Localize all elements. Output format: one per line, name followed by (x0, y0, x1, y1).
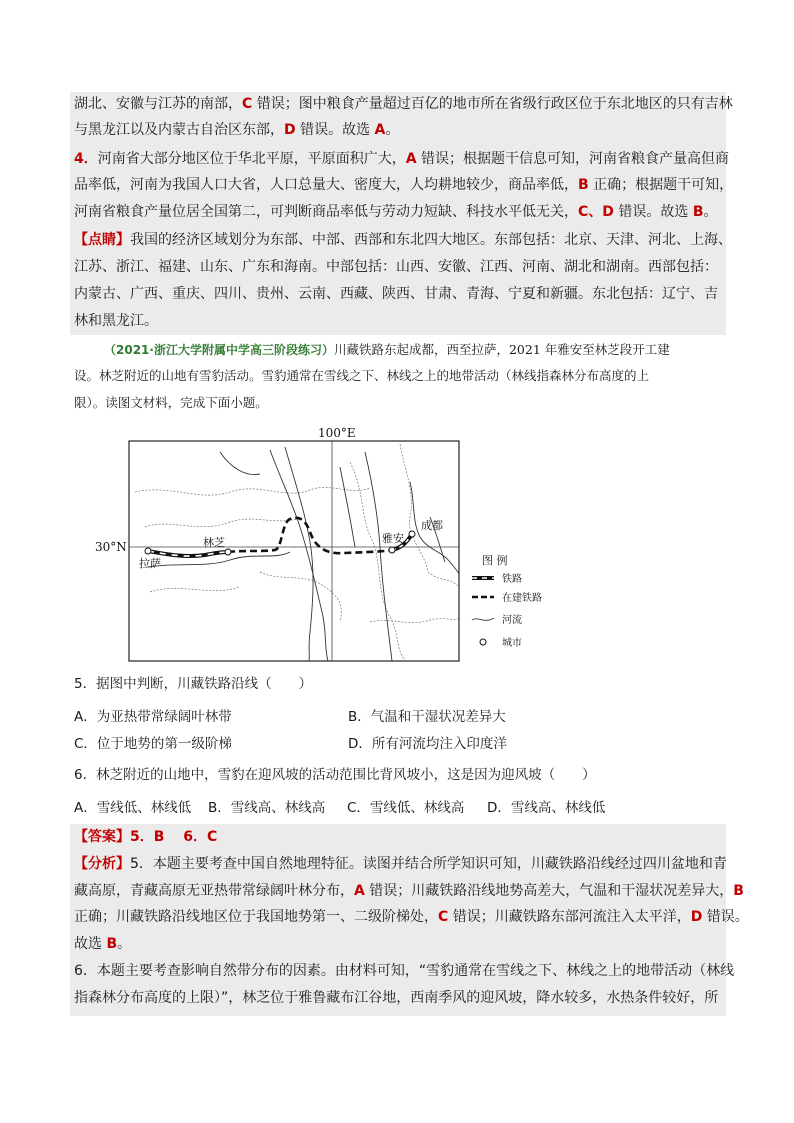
legend-under-construction: 在建铁路 (502, 593, 542, 604)
analysis-line-1: 【分析】5．本题主要考查中国自然地理特征。读图并结合所学知识可知，川藏铁路沿线经过四川盆地和青 (74, 856, 727, 872)
q4-line-2: 品率低，河南为我国人口大省，人口总量大、密度大，人均耕地较少，商品率低，B 正确；根据题干可知， (74, 177, 734, 193)
q4-line-3: 河南省粮食产量位居全国第二，可判断商品率低与劳动力短缺、科技水平低无关，C、D 错误。故选 B。 (74, 204, 718, 220)
q6-option-c[interactable]: C．雪线低、林线高 (347, 800, 465, 816)
material-line-3: 限）。读图文材料，完成下面小题。 (74, 395, 268, 410)
prev-line-1: 湖北、安徽与江苏的南部，C 错误；图中粮食产量超过百亿的地市所在省级行政区位于东北地区的只有吉林 (74, 96, 733, 112)
city-lasa (145, 548, 151, 554)
prev-line-2: 与黑龙江以及内蒙古自治区东部，D 错误。故选 A。 (74, 122, 400, 138)
material-line-2: 设。林芝附近的山地有雪豹活动。雪豹通常在雪线之下、林线之上的地带活动（林线指森林分布高度的上 (74, 368, 650, 383)
sichuan-tibet-railway-map (95, 422, 560, 668)
q5-option-a[interactable]: A．为亚热带常绿阔叶林带 (74, 709, 232, 725)
label-linzhi: 林芝 (203, 536, 225, 549)
q6-stem: 6．林芝附近的山地中，雪豹在迎风坡的活动范围比背风坡小，这是因为迎风坡（ ） (74, 767, 596, 783)
label-yaan: 雅安 (382, 532, 404, 545)
q5-option-d[interactable]: D．所有河流均注入印度洋 (348, 736, 507, 752)
q4-line-1: 4．河南省大部分地区位于华北平原，平原面积广大，A 错误；根据题干信息可知，河南省粮食产量高但商 (74, 151, 730, 167)
q5-stem: 5．据图中判断，川藏铁路沿线（ ） (74, 676, 313, 692)
label-100e: 100°E (318, 426, 356, 440)
map-frame (129, 441, 459, 661)
city-chengdu (409, 531, 415, 537)
dianjing-line-3: 内蒙古、广西、重庆、四川、贵州、云南、西藏、陕西、甘肃、青海、宁夏和新疆。东北包括：辽宁、吉 (74, 286, 718, 302)
analysis-q6-line-2: 指森林分布高度的上限）”，林芝位于雅鲁藏布江谷地，西南季风的迎风坡，降水较多，水热条件较好，所 (74, 990, 719, 1006)
legend-city: 城市 (502, 638, 522, 649)
dianjing-line-1: 【点睛】我国的经济区域划分为东部、中部、西部和东北四大地区。东部包括：北京、天津、河北、上海、 (74, 232, 732, 248)
legend-title: 图 例 (482, 554, 508, 567)
material-line-1: （2021·浙江大学附属中学高三阶段练习）川藏铁路东起成都，西至拉萨，2021 年雅安至林芝段开工建 (104, 342, 670, 357)
city-yaan (389, 547, 395, 553)
label-lasa: 拉萨 (139, 557, 161, 570)
analysis-line-4: 故选 B。 (74, 936, 132, 952)
dianjing-line-4: 林和黑龙江。 (74, 313, 158, 329)
map-legend (472, 553, 542, 649)
q5-option-c[interactable]: C．位于地势的第一级阶梯 (74, 736, 232, 752)
q5-option-b[interactable]: B．气温和干湿状况差异大 (348, 709, 506, 725)
q6-option-a[interactable]: A．雪线低、林线低 (74, 800, 192, 816)
analysis-line-3: 正确；川藏铁路沿线地区位于我国地势第一、二级阶梯处，C 错误；川藏铁路东部河流注入太平洋，D 错误。 (74, 909, 749, 925)
label-30n: 30°N (95, 540, 127, 554)
dianjing-line-2: 江苏、浙江、福建、山东、广东和海南。中部包括：山西、安徽、江西、河南、湖北和湖南。西部包括： (74, 259, 718, 275)
q6-option-b[interactable]: B．雪线高、林线高 (208, 800, 326, 816)
analysis-q6-line-1: 6．本题主要考查影响自然带分布的因素。由材料可知，“雪豹通常在雪线之下、林线之上的地带活动（林线 (74, 963, 735, 979)
label-chengdu: 成都 (421, 519, 443, 532)
answer-line: 【答案】5．B 6．C (74, 829, 218, 845)
legend-river: 河流 (502, 615, 522, 626)
q6-option-d[interactable]: D．雪线高、林线低 (487, 800, 606, 816)
legend-railway: 铁路 (502, 574, 522, 585)
city-linzhi (225, 549, 231, 555)
analysis-line-2: 藏高原，青藏高原无亚热带常绿阔叶林分布，A 错误；川藏铁路沿线地势高差大，气温和干湿状况差异大，B (74, 883, 744, 899)
